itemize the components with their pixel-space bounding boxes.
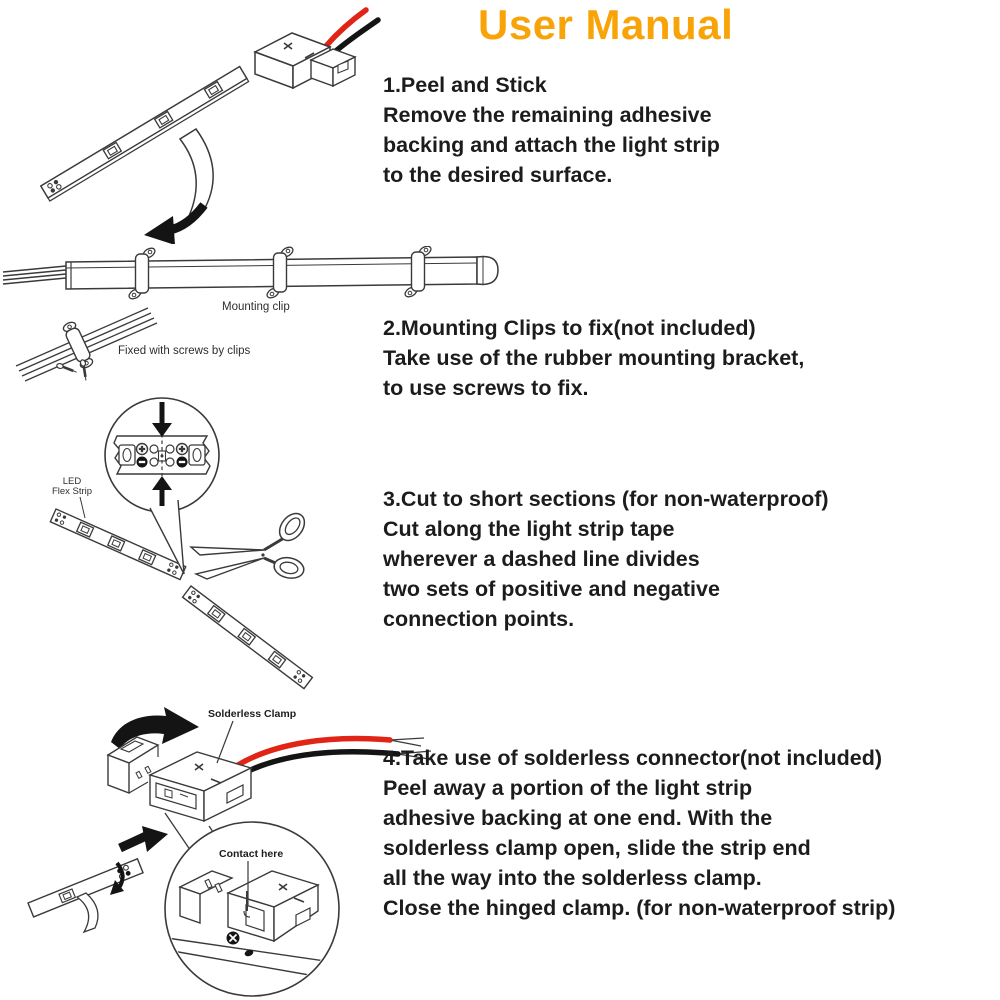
solderless-clamp-pointer: [217, 721, 233, 763]
step-1-line: Remove the remaining adhesive: [383, 103, 712, 127]
strip-peel-flap: [77, 893, 98, 932]
step-3-line: Cut along the light strip tape: [383, 517, 675, 541]
step-4-instructions: [383, 743, 895, 923]
cut-sections-illustration: [0, 390, 340, 695]
step-3-line: two sets of positive and negative: [383, 577, 720, 601]
step-2-line: to use screws to fix.: [383, 376, 589, 400]
light-strip: [41, 67, 249, 201]
contact-magnifier: [165, 813, 339, 996]
step-2-heading: 2.Mounting Clips to fix(not included): [383, 316, 756, 340]
step-2-line: Take use of the rubber mounting bracket,: [383, 346, 805, 370]
solderless-clamp-label: Solderless Clamp: [208, 708, 297, 720]
peel-and-stick-illustration: [10, 2, 390, 244]
step-4-line: Peel away a portion of the light strip: [383, 776, 753, 800]
led-flex-strip-piece-2: [183, 586, 313, 689]
magnified-strip-section: [114, 434, 210, 476]
contact-here-label: Contact here: [219, 848, 284, 860]
strip-connector: [255, 33, 355, 88]
step-1-line: to the desired surface.: [383, 163, 613, 187]
step-4-line: solderless clamp open, slide the strip end: [383, 836, 811, 860]
contact-screw: [227, 932, 240, 945]
negative-contact: [177, 457, 188, 468]
peel-backing: [180, 129, 213, 216]
fixed-with-screws-label: Fixed with screws by clips: [118, 345, 251, 357]
flex-strip-label: Flex Strip: [51, 486, 93, 497]
led-label: LED: [62, 476, 82, 487]
page-title: User Manual: [478, 1, 734, 48]
solderless-clamp-body: [150, 752, 251, 821]
negative-contact: [137, 457, 148, 468]
positive-contact: [177, 444, 188, 455]
positive-contact: [137, 444, 148, 455]
step-4-heading: 4.Take use of solderless connector(not included): [383, 746, 882, 770]
solderless-connector-illustration: [0, 695, 440, 1000]
step-3-line: connection points.: [383, 607, 575, 631]
step-1-heading: 1.Peel and Stick: [383, 73, 547, 97]
led-label-pointer: [80, 497, 85, 518]
screw: [56, 363, 77, 372]
step-3-instructions: [383, 484, 829, 634]
strip-end-insert: [28, 826, 168, 932]
step-4-line: adhesive backing at one end. With the: [383, 806, 773, 830]
step-4-line: Close the hinged clamp. (for non-waterproof strip): [383, 896, 896, 920]
step-3-line: wherever a dashed line divides: [383, 547, 700, 571]
step-1-line: backing and attach the light strip: [383, 133, 720, 157]
insert-arrow: [120, 826, 168, 852]
step-3-heading: 3.Cut to short sections (for non-waterproof): [383, 487, 829, 511]
step-2-instructions: [383, 313, 804, 403]
close-lid-arrow: [111, 707, 199, 749]
mounting-clip-label: Mounting clip: [222, 301, 290, 313]
step-4-line: all the way into the solderless clamp.: [383, 866, 762, 890]
strip-wires: [3, 266, 66, 284]
step-1-instructions: [383, 70, 720, 190]
scissors: [191, 509, 310, 581]
peel-direction-arrow: [144, 205, 204, 244]
